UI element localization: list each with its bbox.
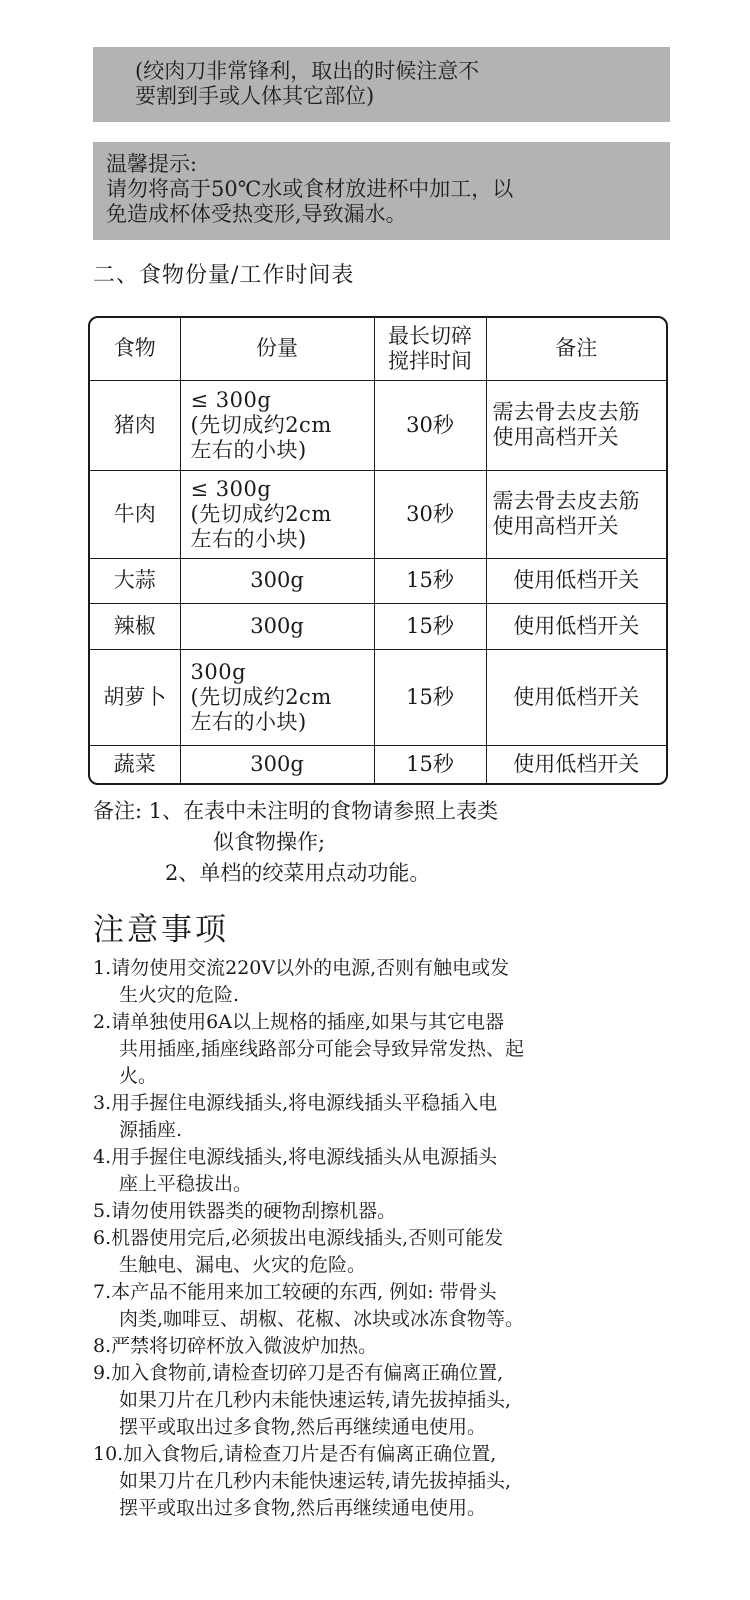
note-cell — [486, 470, 666, 558]
amount-line: (先切成约2cm — [190, 684, 332, 709]
time-cell: 15秒 — [374, 745, 486, 783]
list-item-cont: 源插座. — [119, 1119, 183, 1141]
food-time-table — [88, 316, 668, 785]
list-item-cont: 摆平或取出过多食物,然后再继续通电使用。 — [119, 1497, 487, 1519]
note-cell: 使用低档开关 — [486, 558, 666, 603]
list-item: 9.加入食物前,请检查切碎刀是否有偏离正确位置, — [93, 1362, 504, 1384]
amount-line: (先切成约2cm — [190, 501, 332, 526]
header-time-line: 搅拌时间 — [388, 348, 472, 373]
amount-cell — [180, 380, 374, 470]
table-row — [90, 380, 666, 470]
warning-line: 要割到手或人体其它部位) — [135, 84, 375, 108]
list-item-cont: 如果刀片在几秒内未能快速运转,请先拔掉插头, — [119, 1389, 512, 1411]
list-item: 1.请勿使用交流220V以外的电源,否则有触电或发 — [93, 957, 510, 979]
time-cell: 30秒 — [374, 380, 486, 470]
precautions-list — [93, 955, 693, 1522]
list-item: 7.本产品不能用来加工较硬的东西, 例如: 带骨头 — [93, 1281, 497, 1303]
header-time-line: 最长切碎 — [388, 323, 472, 348]
list-item-cont: 生触电、漏电、火灾的危险。 — [119, 1254, 367, 1276]
food-cell: 猪肉 — [90, 380, 180, 470]
precautions-title: 注意事项 — [93, 912, 229, 948]
amount-line: ≤ 300g — [190, 387, 272, 412]
note-line: 需去骨去皮去筋 — [492, 400, 640, 424]
amount-line: ≤ 300g — [190, 476, 272, 501]
amount-cell: 300g — [180, 558, 374, 603]
amount-cell — [180, 649, 374, 745]
list-item-cont: 生火灾的危险. — [119, 984, 240, 1006]
remark-line: 似食物操作; — [213, 830, 326, 854]
tip-line: 请勿将高于50℃水或食材放进杯中加工，以 — [106, 177, 514, 201]
amount-line: 左右的小块) — [190, 437, 307, 462]
list-item-cont: 摆平或取出过多食物,然后再继续通电使用。 — [119, 1416, 487, 1438]
list-item-cont: 座上平稳拔出。 — [119, 1173, 253, 1195]
list-item: 5.请勿使用铁器类的硬物刮擦机器。 — [93, 1200, 397, 1222]
list-item-cont: 肉类,咖啡豆、胡椒、花椒、冰块或冰冻食物等。 — [119, 1308, 525, 1330]
table-row — [90, 470, 666, 558]
tip-title: 温馨提示: — [106, 152, 198, 176]
list-item: 8.严禁将切碎杯放入微波炉加热。 — [93, 1335, 378, 1357]
time-cell: 15秒 — [374, 603, 486, 649]
header-amount: 份量 — [180, 318, 374, 380]
food-cell: 蔬菜 — [90, 745, 180, 783]
note-cell — [486, 380, 666, 470]
time-cell: 15秒 — [374, 558, 486, 603]
section-heading: 二、食物份量/工作时间表 — [93, 263, 355, 288]
tip-box — [93, 142, 670, 240]
amount-line: 300g — [190, 659, 247, 684]
blade-warning-box — [93, 47, 670, 122]
food-cell: 大蒜 — [90, 558, 180, 603]
table-header-row — [90, 318, 666, 380]
amount-cell: 300g — [180, 603, 374, 649]
time-cell: 30秒 — [374, 470, 486, 558]
list-item: 10.加入食物后,请检查刀片是否有偏离正确位置, — [93, 1443, 497, 1465]
note-line: 需去骨去皮去筋 — [492, 489, 640, 513]
header-food: 食物 — [90, 318, 180, 380]
amount-cell — [180, 470, 374, 558]
table-row — [90, 603, 666, 649]
header-note: 备注 — [486, 318, 666, 380]
list-item-cont: 共用插座,插座线路部分可能会导致异常发热、起 — [119, 1038, 525, 1060]
tip-line: 免造成杯体受热变形,导致漏水。 — [106, 202, 407, 226]
food-cell: 牛肉 — [90, 470, 180, 558]
list-item-cont: 火。 — [119, 1065, 158, 1087]
amount-line: 左右的小块) — [190, 709, 307, 734]
list-item: 2.请单独使用6A以上规格的插座,如果与其它电器 — [93, 1011, 504, 1033]
food-cell: 辣椒 — [90, 603, 180, 649]
list-item-cont: 如果刀片在几秒内未能快速运转,请先拔掉插头, — [119, 1470, 512, 1492]
note-cell: 使用低档开关 — [486, 745, 666, 783]
food-cell: 胡萝卜 — [90, 649, 180, 745]
note-cell: 使用低档开关 — [486, 603, 666, 649]
table-remarks — [93, 796, 693, 889]
table-row — [90, 745, 666, 783]
list-item: 3.用手握住电源线插头,将电源线插头平稳插入电 — [93, 1092, 498, 1114]
note-cell: 使用低档开关 — [486, 649, 666, 745]
amount-line: 左右的小块) — [190, 526, 307, 551]
remark-line: 备注: 1、在表中未注明的食物请参照上表类 — [93, 799, 499, 823]
warning-line: (绞肉刀非常锋利，取出的时候注意不 — [135, 59, 480, 83]
amount-line: (先切成约2cm — [190, 412, 332, 437]
note-line: 使用高档开关 — [492, 514, 619, 538]
table-row — [90, 558, 666, 603]
amount-cell: 300g — [180, 745, 374, 783]
list-item: 4.用手握住电源线插头,将电源线插头从电源插头 — [93, 1146, 498, 1168]
table-row — [90, 649, 666, 745]
list-item: 6.机器使用完后,必须拔出电源线插头,否则可能发 — [93, 1227, 504, 1249]
header-time — [374, 318, 486, 380]
time-cell: 15秒 — [374, 649, 486, 745]
remark-line: 2、单档的绞菜用点动功能。 — [165, 861, 431, 885]
note-line: 使用高档开关 — [492, 425, 619, 449]
